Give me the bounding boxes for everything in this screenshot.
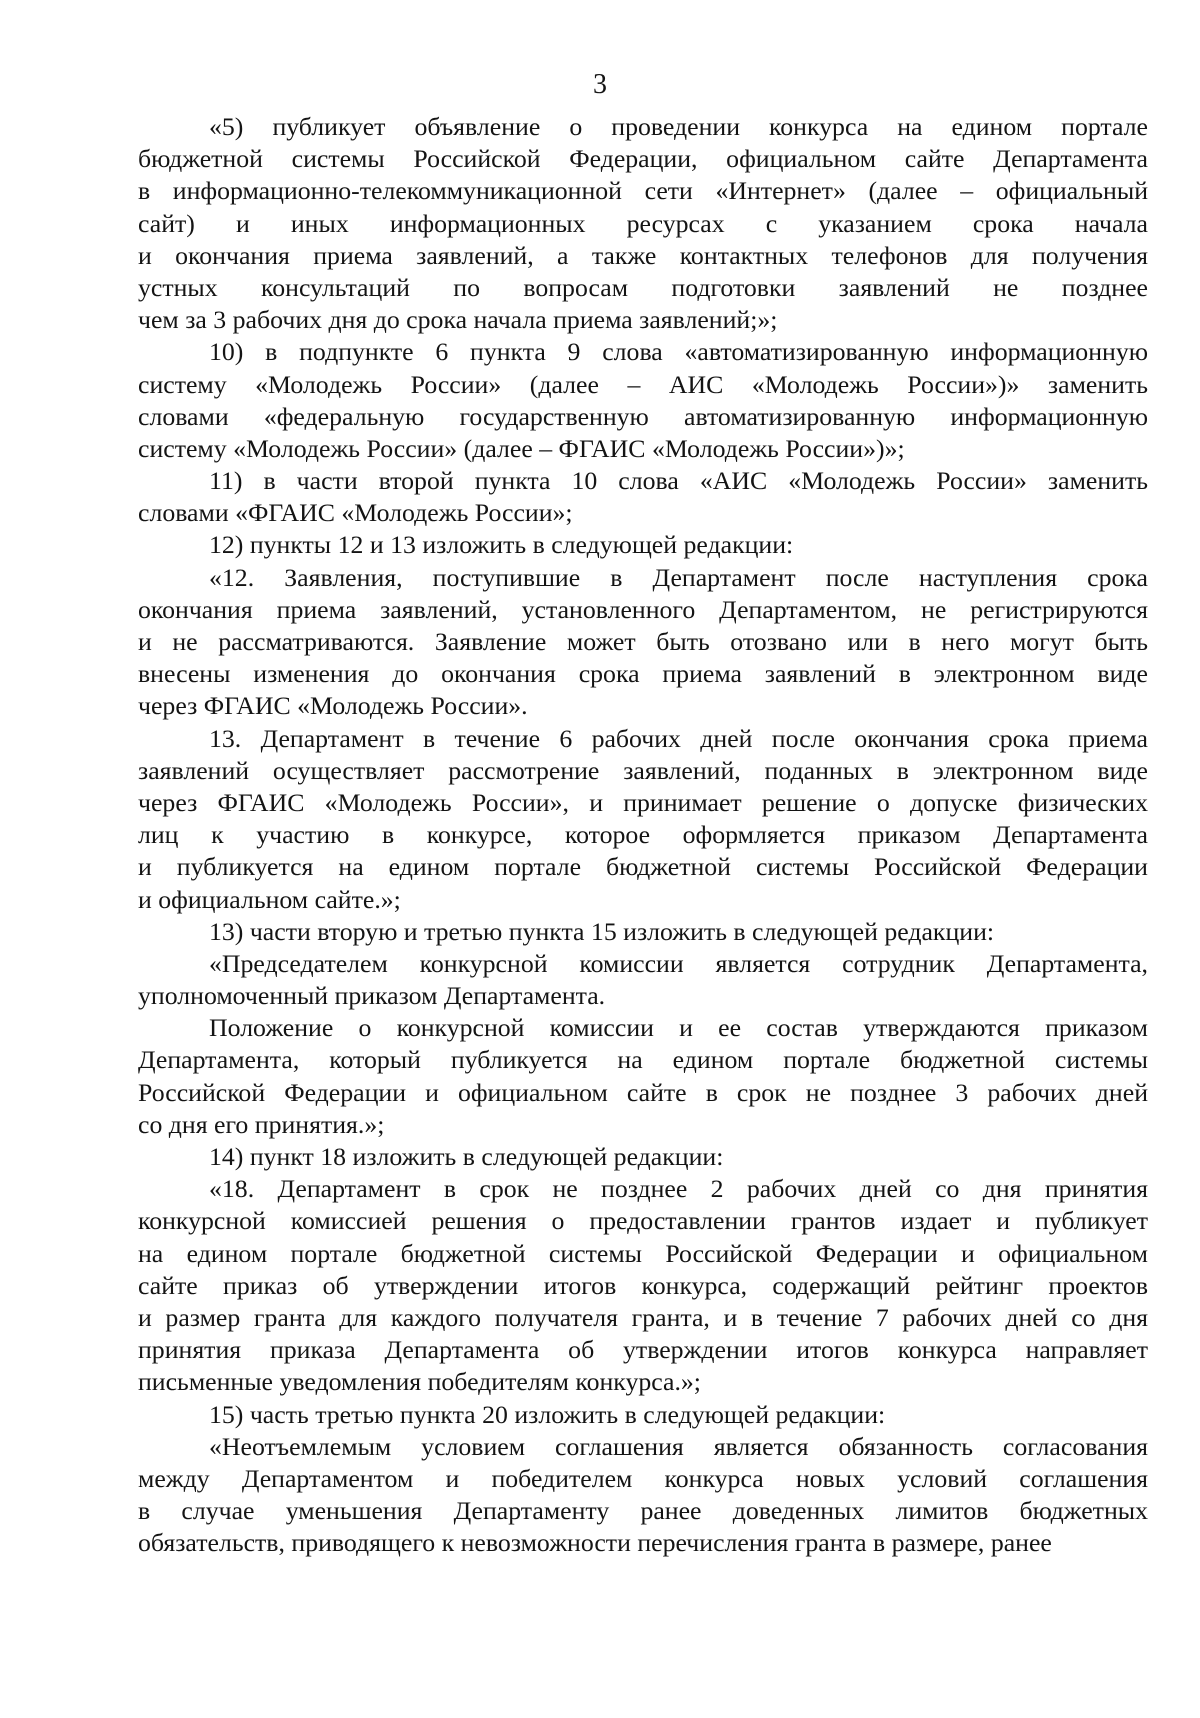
- text-line: 13. Департамент в течение 6 рабочих дней после окончания срока приема: [209, 723, 1148, 753]
- paragraph: [138, 948, 1148, 1012]
- text-line: заявлений осуществляет рассмотрение заявлений, поданных в электронном виде: [138, 755, 1148, 785]
- paragraph: [138, 562, 1148, 723]
- text-line: чем за 3 рабочих дня до срока начала приема заявлений;»;: [138, 305, 778, 335]
- text-line: в случае уменьшения Департаменту ранее доведенных лимитов бюджетных: [138, 1496, 1148, 1526]
- text-line: уполномоченный приказом Департамента.: [138, 981, 606, 1011]
- paragraph: [138, 465, 1148, 529]
- text-line: окончания приема заявлений, установленного Департаментом, не регистрируются: [138, 594, 1148, 624]
- text-line: и публикуется на едином портале бюджетной системы Российской Федерации: [138, 852, 1148, 882]
- text-line: 10) в подпункте 6 пункта 9 слова «автоматизированную информационную: [209, 337, 1148, 367]
- paragraph: [138, 1431, 1148, 1560]
- text-line: сайте приказ об утверждении итогов конкурса, содержащий рейтинг проектов: [138, 1270, 1148, 1300]
- text-line: принятия приказа Департамента об утверждении итогов конкурса направляет: [138, 1335, 1148, 1365]
- paragraph: [138, 336, 1148, 465]
- text-line: сайт) и иных информационных ресурсах с указанием срока начала: [138, 208, 1148, 238]
- text-line: 14) пункт 18 изложить в следующей редакции:: [209, 1142, 724, 1171]
- text-line: Российской Федерации и официальном сайте в срок не позднее 3 рабочих дней: [138, 1077, 1148, 1107]
- text-line: «18. Департамент в срок не позднее 2 рабочих дней со дня принятия: [209, 1174, 1148, 1204]
- text-line: «5) публикует объявление о проведении конкурса на едином портале: [209, 112, 1148, 141]
- paragraph: [138, 1399, 1148, 1431]
- paragraph: [138, 1012, 1148, 1141]
- text-line: систему «Молодежь России» (далее – АИС «Молодежь России»)» заменить: [138, 369, 1148, 399]
- paragraph: [138, 1173, 1148, 1398]
- text-line: и не рассматриваются. Заявление может быть отозвано или в него могут быть: [138, 627, 1148, 656]
- text-line: бюджетной системы Российской Федерации, официальном сайте Департамента: [138, 144, 1148, 174]
- text-line: внесены изменения до окончания срока приема заявлений в электронном виде: [138, 659, 1148, 689]
- text-line: конкурсной комиссией решения о предоставлении грантов издает и публикует: [138, 1206, 1148, 1236]
- paragraph: [138, 916, 1148, 948]
- paragraph: [138, 723, 1148, 916]
- text-line: 15) часть третью пункта 20 изложить в следующей редакции:: [209, 1399, 886, 1429]
- text-line: «12. Заявления, поступившие в Департамент после наступления срока: [209, 562, 1148, 592]
- text-line: 11) в части второй пункта 10 слова «АИС «Молодежь России» заменить: [209, 466, 1148, 496]
- text-line: и официальном сайте.»;: [138, 884, 401, 914]
- page-number: 3: [593, 69, 607, 100]
- text-line: устных консультаций по вопросам подготовки заявлений не позднее: [138, 272, 1148, 302]
- text-line: в информационно-телекоммуникационной сети «Интернет» (далее – официальный: [138, 176, 1148, 206]
- text-line: 12) пункты 12 и 13 изложить в следующей редакции:: [209, 530, 794, 560]
- paragraph: [138, 111, 1148, 336]
- text-line: обязательств, приводящего к невозможности перечисления гранта в размере, ранее: [138, 1528, 1052, 1558]
- text-line: словами «ФГАИС «Молодежь России»;: [138, 498, 573, 528]
- paragraph: [138, 1141, 1148, 1173]
- text-line: со дня его принятия.»;: [138, 1109, 385, 1139]
- text-line: между Департаментом и победителем конкурса новых условий соглашения: [138, 1463, 1148, 1493]
- text-line: 13) части вторую и третью пункта 15 изложить в следующей редакции:: [209, 916, 995, 946]
- text-line: лиц к участию в конкурсе, которое оформляется приказом Департамента: [138, 820, 1148, 850]
- text-line: и окончания приема заявлений, а также контактных телефонов для получения: [138, 240, 1148, 270]
- text-line: и размер гранта для каждого получателя гранта, и в течение 7 рабочих дней со дня: [138, 1302, 1148, 1332]
- text-line: Департамента, который публикуется на едином портале бюджетной системы: [138, 1045, 1148, 1075]
- document-body: [138, 111, 1148, 1559]
- text-line: Положение о конкурсной комиссии и ее состав утверждаются приказом: [209, 1013, 1148, 1043]
- text-line: систему «Молодежь России» (далее – ФГАИС «Молодежь России»)»;: [138, 433, 905, 463]
- text-line: через ФГАИС «Молодежь России», и принимает решение о допуске физических: [138, 787, 1148, 817]
- text-line: через ФГАИС «Молодежь России».: [138, 691, 528, 721]
- text-line: «Председателем конкурсной комиссии является сотрудник Департамента,: [209, 948, 1148, 978]
- text-line: на едином портале бюджетной системы Российской Федерации и официальном: [138, 1238, 1148, 1268]
- text-line: «Неотъемлемым условием соглашения является обязанность согласования: [209, 1431, 1148, 1461]
- text-line: письменные уведомления победителям конкурса.»;: [138, 1367, 701, 1397]
- paragraph: [138, 529, 1148, 561]
- text-line: словами «федеральную государственную автоматизированную информационную: [138, 401, 1148, 431]
